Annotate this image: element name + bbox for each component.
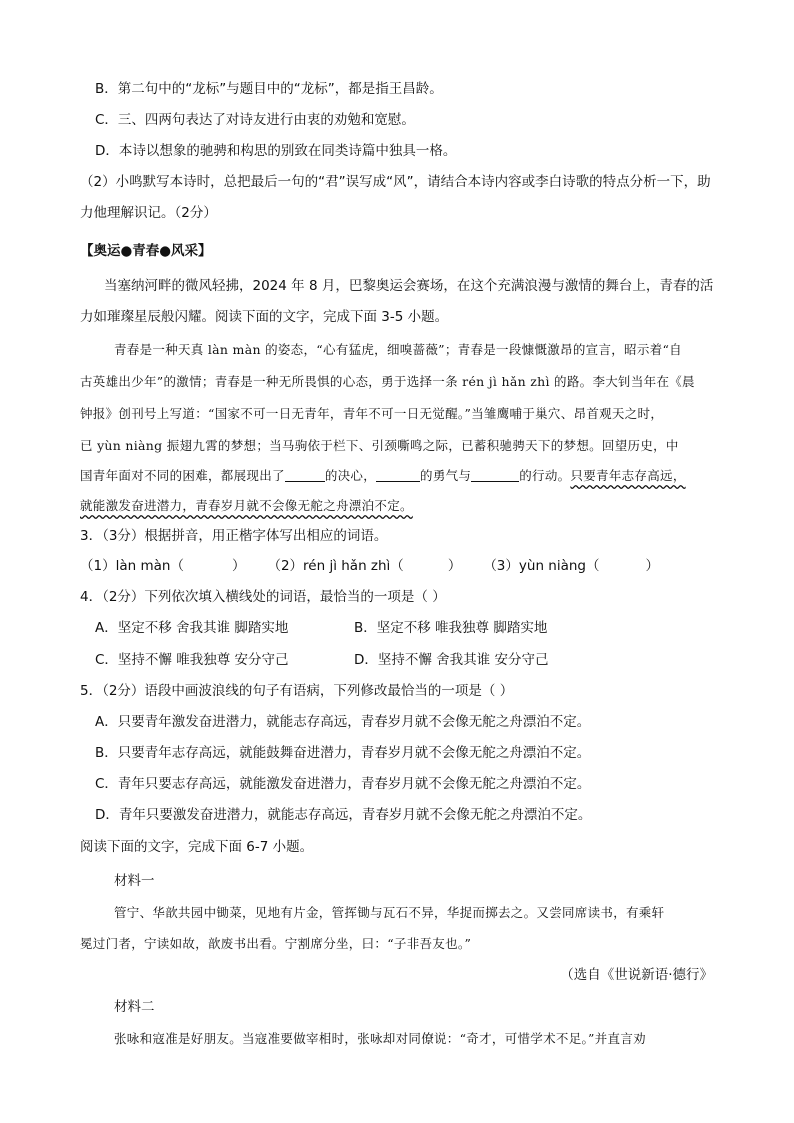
- q3-item1: （1）làn màn（: [80, 558, 184, 574]
- q4-option-a: A．坚定不移 舍我其谁 脚踏实地: [95, 620, 289, 636]
- passage-line5-part3: 的勇气与: [420, 468, 472, 483]
- q5-option-a: A．只要青年激发奋进潜力，就能志存高远，青春岁月就不会像无舵之舟漂泊不定。: [95, 714, 591, 730]
- q1-2-line2: 力他理解识记。（2分）: [80, 205, 217, 221]
- fill-blank-3[interactable]: [471, 467, 519, 482]
- q1-option-d: D．本诗以想象的驰骋和构思的别致在同类诗篇中独具一格。: [95, 143, 457, 159]
- passage-line4: 已 yùn niàng 振翅九霄的梦想；当马驹依于栏下、引颈嘶鸣之际，已蓄积驰骋天下的梦想。回望历史，中: [80, 438, 679, 453]
- material1-line2: 冕过门者，宁读如故，歆废书出看。宁割席分坐，曰：“子非吾友也。”: [80, 936, 472, 951]
- material1-title: 材料一: [114, 873, 155, 889]
- material2-line1: 张咏和寇准是好朋友。当寇准要做宰相时，张咏却对同僚说：“奇才，可惜学术不足。”并直言劝: [114, 1031, 646, 1046]
- q4-option-d: D．坚持不懈 舍我其谁 安分守己: [354, 652, 549, 668]
- wavy-sentence-part1: 只要青年志存高远，: [570, 468, 686, 483]
- q3-item3: （3）yùn niàng（: [483, 558, 600, 574]
- q3-item2-close: ）: [447, 558, 462, 574]
- section-title: 【奥运●青春●风采】: [80, 243, 212, 259]
- q1-option-c: C．三、四两句表达了对诗友进行由衷的劝勉和宽慰。: [95, 112, 415, 128]
- passage-line5-part2: 的决心，: [324, 468, 377, 483]
- q3-answers: [80, 556, 659, 576]
- q3-item3-close: ）: [645, 558, 659, 574]
- section-intro-line1: 当塞纳河畔的微风轻拂，2024 年 8 月，巴黎奥运会赛场，在这个充满浪漫与激情的舞台上，青春的活: [104, 278, 714, 294]
- passage-line5: [80, 466, 686, 486]
- q5-option-b: B．只要青年志存高远，就能鼓舞奋进潜力，青春岁月就不会像无舵之舟漂泊不定。: [95, 745, 591, 761]
- q3-item2: （2）rén jì hǎn zhì（: [267, 558, 404, 574]
- passage-line2: 古英雄出少年”的激情；青春是一种无所畏惧的心态，勇于选择一条 rén jì hǎn zhì 的路。李大钊当年在《晨: [80, 374, 695, 389]
- passage-line5-part4: 的行动。: [519, 468, 571, 483]
- q3-stem: 3．（3分）根据拼音，用正楷字体写出相应的词语。: [80, 528, 388, 544]
- q4-option-c: C．坚持不懈 唯我独尊 安分守己: [95, 652, 289, 668]
- wavy-sentence-part2: 就能激发奋进潜力，青春岁月就不会像无舵之舟漂泊不定。: [80, 498, 413, 513]
- section-intro-line2: 力如璀璨星辰般闪耀。阅读下面的文字，完成下面 3-5 小题。: [80, 309, 449, 325]
- material1-source: （选自《世说新语·德行》: [560, 967, 713, 983]
- reading2-intro: 阅读下面的文字，完成下面 6-7 小题。: [80, 839, 314, 855]
- passage-line6: [80, 496, 413, 516]
- material2-title: 材料二: [114, 999, 155, 1015]
- q5-stem: 5．（2分）语段中画波浪线的句子有语病，下列修改最恰当的一项是（ ）: [80, 683, 514, 699]
- q1-2-line1: （2）小鸣默写本诗时，总把最后一句的“君”误写成“风”，请结合本诗内容或李白诗歌的特点分析一下，助: [80, 174, 711, 190]
- q4-stem: 4．（2分）下列依次填入横线处的词语，最恰当的一项是（ ）: [80, 589, 446, 605]
- q5-option-c: C．青年只要志存高远，就能激发奋进潜力，青春岁月就不会像无舵之舟漂泊不定。: [95, 776, 591, 792]
- q3-item1-close: ）: [231, 558, 246, 574]
- q1-option-b: B．第二句中的“龙标”与题目中的“龙标”，都是指王昌龄。: [95, 81, 443, 97]
- passage-line1: 青春是一种天真 làn màn 的姿态，“心有猛虎，细嗅蔷薇”；青春是一段慷慨激昂的宣言，昭示着“自: [114, 342, 682, 357]
- fill-blank-1[interactable]: [285, 467, 325, 482]
- q5-option-d: D．青年只要激发奋进潜力，就能志存高远，青春岁月就不会像无舵之舟漂泊不定。: [95, 807, 592, 823]
- q4-option-b: B．坚定不移 唯我独尊 脚踏实地: [354, 620, 548, 636]
- passage-line3: 钟报》创刊号上写道：“国家不可一日无青年，青年不可一日无觉醒。”当雏鹰哺于巢穴、昂首观天之时，: [80, 406, 664, 421]
- passage-line5-part1: 国青年面对不同的困难，都展现出了: [80, 468, 285, 483]
- fill-blank-2[interactable]: [376, 467, 420, 482]
- material1-line1: 管宁、华歆共园中锄菜，见地有片金，管挥锄与瓦石不异，华捉而掷去之。又尝同席读书，有乘轩: [114, 905, 665, 920]
